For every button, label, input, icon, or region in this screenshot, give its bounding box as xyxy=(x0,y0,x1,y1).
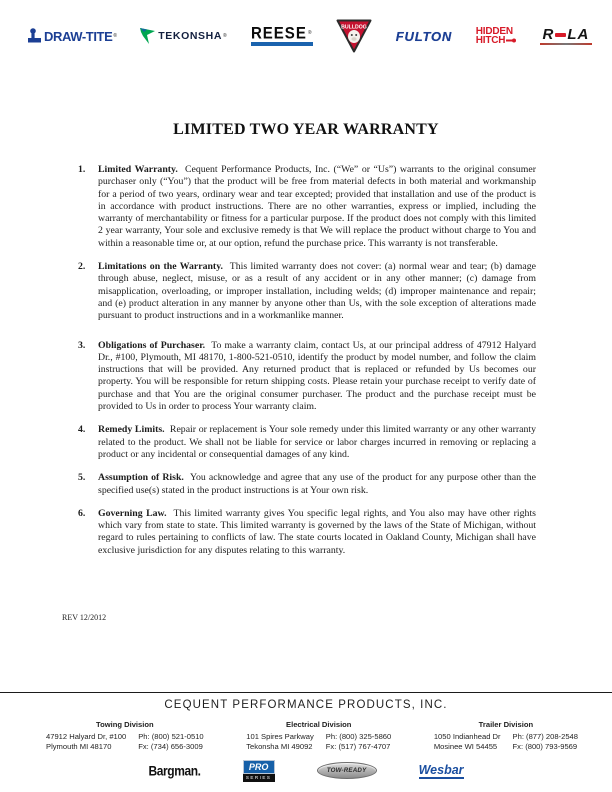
pro-series-bottom: SERIES xyxy=(243,774,275,782)
pro-series-top: PRO xyxy=(243,760,275,774)
page-title: LIMITED TWO YEAR WARRANTY xyxy=(173,121,439,138)
warranty-section-1 xyxy=(78,164,536,250)
revision-label: REV 12/2012 xyxy=(62,613,107,622)
division-title: Trailer Division xyxy=(478,720,534,729)
reese-logo xyxy=(250,23,313,46)
section-number: 1. xyxy=(78,164,86,175)
registered-mark: ® xyxy=(113,33,117,39)
tekonsha-logo xyxy=(140,28,227,45)
registered-mark: ® xyxy=(223,33,228,39)
rola-wordmark: R LA xyxy=(542,25,590,43)
rola-logo xyxy=(540,25,592,45)
rola-red-dash xyxy=(555,33,566,37)
drawtite-logo xyxy=(28,28,117,44)
warranty-section-5 xyxy=(78,472,536,497)
section-text: Remedy Limits. Repair or replacement is Your sole remedy under this limited warranty or any other warranty related to the product. We shall not be liable for service or labor charges incurred in removing or replacing a product or any incidental or consequential damages of any kind. xyxy=(98,424,536,460)
section-text: Assumption of Risk. You acknowledge and agree that any use of the product for any purpose other than the specified use(s) stated in the product instructions is at Your own risk. xyxy=(98,472,536,496)
warranty-section-2 xyxy=(78,261,536,322)
footer-divider-line xyxy=(0,692,612,693)
division-fax: Fx: (800) 793-9569 xyxy=(512,742,578,751)
wesbar-logo: Wesbar xyxy=(419,763,464,780)
section-number: 3. xyxy=(78,339,86,351)
registered-mark: ® xyxy=(307,29,313,36)
warranty-body xyxy=(78,164,536,568)
trailer-division xyxy=(434,720,578,751)
drawtite-wordmark: DRAW-TITE xyxy=(44,28,113,44)
company-name: CEQUENT PERFORMANCE PRODUCTS, INC. xyxy=(164,699,448,711)
section-number: 4. xyxy=(78,424,86,436)
hitch-ball-icon xyxy=(28,28,41,44)
tow-ready-logo xyxy=(317,762,377,779)
tow-ready-wordmark: TOW-READY xyxy=(326,767,367,775)
hidden-hitch-logo xyxy=(476,27,517,45)
section-number: 5. xyxy=(78,472,86,484)
division-contact-grid xyxy=(46,732,204,752)
division-phone: Ph: (877) 208-2548 xyxy=(512,731,578,741)
division-contact-grid xyxy=(246,732,391,752)
towing-division xyxy=(46,720,204,751)
division-contact-grid xyxy=(434,732,578,752)
division-title: Electrical Division xyxy=(286,720,352,729)
section-text: Limited Warranty. Cequent Performance Products, Inc. (“We” or “Us”) warrants to the original consumer purchaser only (“You”) that the product will be free from material defects in both material and workmanship for a period of two years, ordinary wear and tear excepted; provided that installation and use of the product is in accordance with product instructions. There are no other warranties, express or implied, including the warranty of merchantability or fitness for a particular purpose. If the product does not comply with this limited 2 year warranty, Your sole and exclusive remedy is that We will replace the product without charge to You and within a reasonable time or, at our option, refund the purchase price. This warranty is not transferable. xyxy=(98,164,536,249)
division-fax: Fx: (734) 656-3009 xyxy=(138,742,203,751)
division-address-line1: 1050 Indianhead Dr xyxy=(433,731,501,741)
section-text: Obligations of Purchaser. To make a warranty claim, contact Us, at our principal address of 47912 Halyard Dr., #100, Plymouth, MI 48170, 1-800-521-0510, identify the product by model number, and follow the claim instructions that will be provided. Any returned product that is replaced or refunded by Us becomes our property. You will be responsible for return shipping costs. Please retain your purchase receipt to verify date of purchase and that You are the original consumer purchaser. The product and the purchase receipt must be provided to Us in order to process Your warranty claim. xyxy=(98,339,536,413)
section-number: 6. xyxy=(78,507,86,519)
section-number: 2. xyxy=(78,261,86,273)
warranty-section-4 xyxy=(78,424,536,461)
division-title: Towing Division xyxy=(96,720,154,729)
division-address-line2: Mosinee WI 54455 xyxy=(433,742,498,751)
reese-wordmark: REESE® xyxy=(250,23,313,43)
division-address-line1: 47912 Halyard Dr, #100 xyxy=(46,731,127,741)
division-contact-block xyxy=(46,720,578,751)
division-fax: Fx: (517) 767-4707 xyxy=(325,742,391,751)
brand-logo-strip xyxy=(28,16,592,56)
electrical-division xyxy=(246,720,391,751)
footer-brand-strip xyxy=(0,760,612,782)
bargman-logo: Bargman. xyxy=(148,762,201,779)
bulldog-badge-icon xyxy=(336,19,372,53)
fulton-wordmark: FULTON xyxy=(395,28,453,44)
warranty-section-6 xyxy=(78,508,536,557)
division-phone: Ph: (800) 521-0510 xyxy=(138,731,204,741)
division-address-line2: Plymouth MI 48170 xyxy=(46,742,112,751)
hitch-drawbar-icon xyxy=(506,37,516,44)
section-text: Limitations on the Warranty. This limited warranty does not cover: (a) normal wear and tear; (b) damage through abuse, neglect, misuse, or as a result of any accident or in any other manner; (c) damage from misapplication, overloading, or improper installation, including welds; (d) improper maintenance and repair; and (e) product alteration in any manner by anyone other than Us, with the sole exception of alterations made pursuant to product instructions and in a workmanlike manner. xyxy=(98,261,536,322)
bulldog-logo xyxy=(336,19,372,53)
hidden-hitch-line2: HITCH xyxy=(476,36,517,45)
division-phone: Ph: (800) 325-5860 xyxy=(325,731,392,741)
division-address-line2: Tekonsha MI 49092 xyxy=(246,742,313,751)
svg-text:BULLDOG: BULLDOG xyxy=(341,24,367,31)
rola-tagline-bar xyxy=(540,43,592,45)
pro-series-logo xyxy=(243,760,275,782)
fulton-logo xyxy=(396,29,452,44)
warranty-section-3 xyxy=(78,340,536,414)
tekonsha-wordmark: TEKONSHA xyxy=(158,30,223,42)
hidden-hitch-line1: HIDDEN xyxy=(475,26,513,37)
section-text: Governing Law. This limited warranty gives You specific legal rights, and You also may have other rights which vary from state to state. This limited warranty is governed by the laws of the State of Michigan, without regard to rules pertaining to conflicts of law. The state courts located in Oakland County, Michigan shall have exclusive jurisdiction for any disputes relating to this warranty. xyxy=(98,507,536,556)
division-address-line1: 101 Spires Parkway xyxy=(246,731,314,741)
tekonsha-flag-icon xyxy=(140,28,156,45)
